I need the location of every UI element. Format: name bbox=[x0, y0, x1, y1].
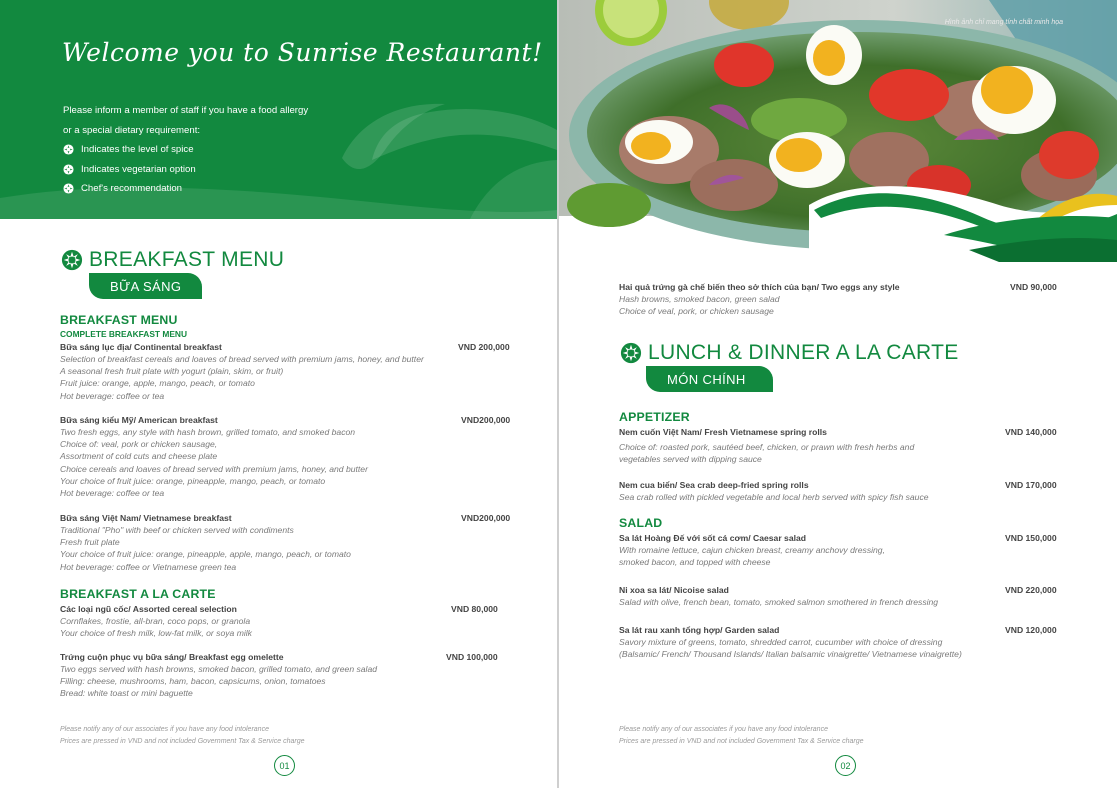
item-name: Bữa sáng lục địa/ Continental breakfast bbox=[60, 342, 222, 352]
lunch-pill: MÓN CHÍNH bbox=[646, 366, 773, 392]
item-desc: A seasonal fresh fruit plate with yogurt (plain, skim, or fruit) bbox=[60, 366, 284, 377]
spice-level-icon bbox=[63, 144, 74, 155]
item-price: VND 90,000 bbox=[1010, 282, 1057, 292]
item-desc: Hot beverage: coffee or Vietnamese green tea bbox=[60, 561, 237, 572]
menu-item-vietnamese bbox=[60, 512, 351, 573]
breakfast-heading bbox=[61, 248, 284, 272]
footnote-line: Prices are pressed in VND and not included Government Tax & Service charge bbox=[619, 737, 864, 745]
item-desc: Your choice of fruit juice: orange, pineapple, mango, peach, or tomato bbox=[60, 475, 326, 486]
item-desc: Your choice of fruit juice: orange, pineapple, apple, mango, peach, or tomato bbox=[60, 549, 351, 560]
welcome-title: Welcome you to Sunrise Restaurant! bbox=[62, 38, 543, 67]
item-price: VND 220,000 bbox=[1005, 585, 1057, 595]
page-number-left: 01 bbox=[274, 755, 295, 776]
item-desc: Choice of veal, pork, or chicken sausage bbox=[619, 306, 774, 317]
footnote-line: Please notify any of our associates if you have any food intolerance bbox=[619, 726, 828, 733]
lunch-dinner-heading bbox=[620, 341, 959, 365]
legend-label: Indicates vegetarian option bbox=[81, 163, 196, 175]
item-name: Các loại ngũ cốc/ Assorted cereal selection bbox=[60, 604, 237, 614]
menu-item-two-eggs bbox=[619, 281, 900, 317]
item-desc: (Balsamic/ French/ Thousand Islands/ Italian balsamic vinaigrette/ Vietnamese vinaigrette) bbox=[619, 649, 962, 660]
item-desc: Hot beverage: coffee or tea bbox=[60, 488, 165, 499]
item-desc: Filling: cheese, mushrooms, ham, bacon, capsicums, onion, tomatoes bbox=[60, 676, 326, 687]
restaurant-logo-icon bbox=[61, 249, 83, 271]
item-price: VND 100,000 bbox=[446, 652, 498, 662]
item-name: Bữa sáng kiểu Mỹ/ American breakfast bbox=[60, 415, 218, 425]
title-thin: MENU bbox=[221, 248, 285, 271]
legend-spice bbox=[63, 140, 196, 160]
item-desc: Two eggs served with hash browns, smoked bacon, grilled tomato, and green salad bbox=[60, 664, 378, 674]
category-salad: SALAD bbox=[619, 516, 663, 530]
item-name: Sa lát Hoàng Đế với sốt cá cơm/ Caesar salad bbox=[619, 533, 807, 543]
section-title bbox=[89, 248, 284, 272]
item-desc: Cornflakes, frostie, all-bran, coco pops, or granola bbox=[60, 616, 251, 626]
section-title: LUNCH & DINNER A LA CARTE bbox=[648, 341, 959, 364]
category-breakfast-alacarte: BREAKFAST A LA CARTE bbox=[60, 587, 216, 601]
item-price: VND 150,000 bbox=[1005, 533, 1057, 543]
menu-item-nicoise-salad bbox=[619, 584, 938, 608]
menu-page-right bbox=[559, 0, 1117, 788]
item-price: VND 200,000 bbox=[458, 342, 510, 352]
menu-item-omelette bbox=[60, 651, 377, 700]
subcategory-complete-breakfast: COMPLETE BREAKFAST MENU bbox=[60, 329, 188, 339]
item-desc: Hot beverage: coffee or tea bbox=[60, 390, 165, 401]
item-price: VND200,000 bbox=[461, 415, 511, 425]
category-appetizer: APPETIZER bbox=[619, 410, 690, 424]
footnote-line: Please notify any of our associates if you have any food intolerance bbox=[60, 726, 269, 733]
item-name: Bữa sáng Việt Nam/ Vietnamese breakfast bbox=[60, 513, 232, 523]
menu-item-cereal bbox=[60, 603, 252, 639]
legend-chef bbox=[63, 179, 196, 199]
item-price: VND 80,000 bbox=[451, 604, 498, 614]
menu-page-left bbox=[0, 0, 557, 788]
restaurant-logo-icon bbox=[620, 342, 642, 364]
item-desc: Bread: white toast or mini baguette bbox=[60, 688, 193, 699]
menu-item-crab-spring-rolls bbox=[619, 479, 929, 503]
item-desc: Your choice of fresh milk, low-fat milk, or soya milk bbox=[60, 628, 252, 639]
item-desc: vegetables served with dipping sauce bbox=[619, 454, 762, 465]
legend-vegetarian bbox=[63, 160, 196, 180]
item-desc: Salad with olive, french bean, tomato, smoked salmon smothered in french dressing bbox=[619, 597, 939, 607]
item-desc: Choice of: roasted pork, sautéed beef, chicken, or prawn with fresh herbs and bbox=[619, 442, 915, 452]
menu-item-continental bbox=[60, 341, 424, 402]
item-name: Trứng cuộn phục vụ bữa sáng/ Breakfast egg omelette bbox=[60, 652, 284, 662]
footnote-right bbox=[619, 724, 863, 747]
salad-photo-image-icon bbox=[559, 0, 1117, 262]
item-desc: Savory mixture of greens, tomato, shredded carrot, cucumber with choice of dressing bbox=[619, 637, 943, 647]
item-desc: smoked bacon, and topped with cheese bbox=[619, 557, 771, 568]
item-desc: Traditional "Pho" with beef or chicken served with condiments bbox=[60, 525, 294, 535]
item-price: VND 120,000 bbox=[1005, 625, 1057, 635]
legend-label: Chef's recommendation bbox=[81, 183, 183, 195]
menu-item-fresh-spring-rolls bbox=[619, 426, 914, 465]
salad-photo bbox=[559, 0, 1117, 262]
page-number-right: 02 bbox=[835, 755, 856, 776]
item-name: Nem cua biển/ Sea crab deep-fried spring rolls bbox=[619, 480, 809, 490]
item-name: Sa lát rau xanh tổng hợp/ Garden salad bbox=[619, 625, 780, 635]
symbol-legend bbox=[63, 140, 196, 199]
item-price: VND 140,000 bbox=[1005, 427, 1057, 437]
item-name: Nem cuốn Việt Nam/ Fresh Vietnamese spring rolls bbox=[619, 427, 827, 437]
item-desc: Fruit juice: orange, apple, mango, peach, or tomato bbox=[60, 378, 255, 389]
item-desc: Hash browns, smoked bacon, green salad bbox=[619, 294, 780, 304]
item-desc: Sea crab rolled with pickled vegetable and local herb served with spicy fish sauce bbox=[619, 492, 929, 502]
allergy-line-1: Please inform a member of staff if you have a food allergy bbox=[63, 105, 309, 116]
legend-label: Indicates the level of spice bbox=[81, 144, 194, 156]
item-desc: Selection of breakfast cereals and loaves of bread served with premium jams, honey, and butter bbox=[60, 354, 424, 364]
footnote-line: Prices are pressed in VND and not included Government Tax & Service charge bbox=[60, 737, 305, 745]
item-desc: Assortment of cold cuts and cheese plate bbox=[60, 451, 218, 462]
chef-recommendation-icon bbox=[63, 183, 74, 194]
allergy-notice bbox=[63, 101, 403, 140]
item-desc: Two fresh eggs, any style with hash brown, grilled tomato, and smoked bacon bbox=[60, 427, 356, 437]
menu-item-american bbox=[60, 414, 368, 499]
category-breakfast-menu: BREAKFAST MENU bbox=[60, 313, 178, 327]
menu-item-caesar-salad bbox=[619, 532, 885, 568]
vegetarian-icon bbox=[63, 164, 74, 175]
item-price: VND 170,000 bbox=[1005, 480, 1057, 490]
item-desc: With romaine lettuce, cajun chicken breast, creamy anchovy dressing, bbox=[619, 545, 885, 555]
item-name: Hai quả trứng gà chế biến theo sở thích của bạn/ Two eggs any style bbox=[619, 282, 900, 292]
title-bold: BREAKFAST bbox=[89, 248, 216, 271]
item-price: VND200,000 bbox=[461, 513, 511, 523]
breakfast-pill: BỮA SÁNG bbox=[89, 273, 202, 299]
item-name: Ni xoa sa lát/ Nicoise salad bbox=[619, 585, 729, 595]
photo-caption: Hình ảnh chỉ mang tính chất minh họa bbox=[944, 19, 1063, 26]
menu-item-garden-salad bbox=[619, 624, 962, 660]
footnote-left bbox=[60, 724, 304, 747]
welcome-header bbox=[0, 0, 557, 219]
allergy-line-2: or a special dietary requirement: bbox=[63, 124, 201, 136]
item-desc: Fresh fruit plate bbox=[60, 537, 120, 548]
item-desc: Choice of: veal, pork or chicken sausage, bbox=[60, 439, 218, 450]
item-desc: Choice cereals and loaves of bread served with premium jams, honey, and butter bbox=[60, 463, 368, 474]
